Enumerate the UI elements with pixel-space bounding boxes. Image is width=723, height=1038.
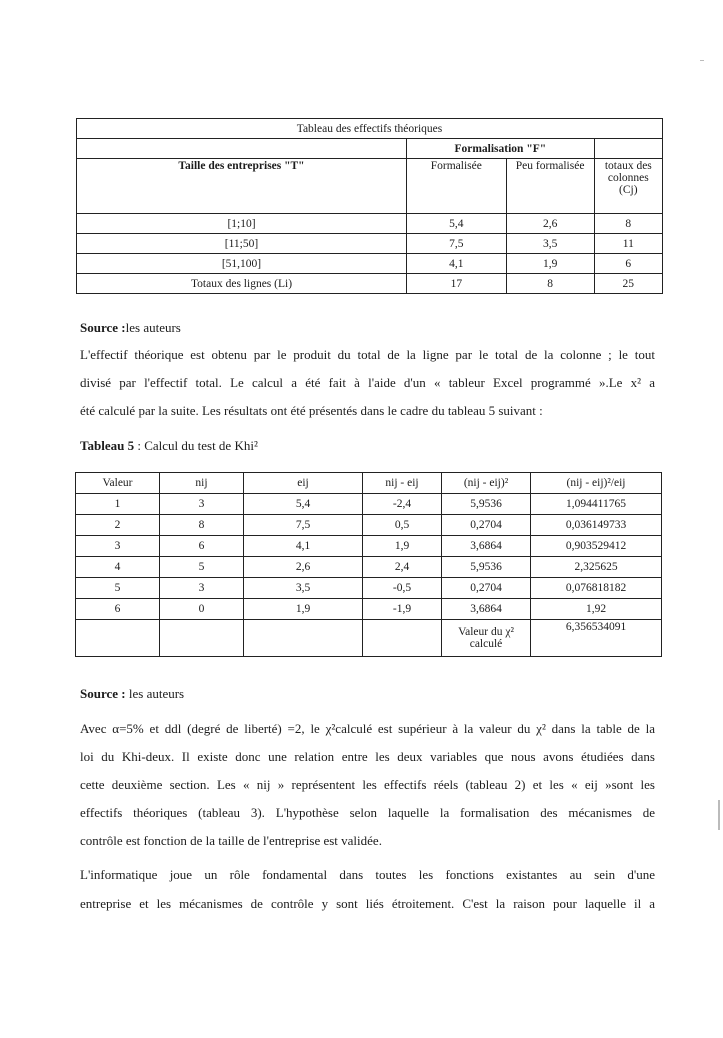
paragraph-3-line-1: L'informatique joue un rôle fondamental dans toutes les fonctions existantes au sein d'une [80, 867, 655, 882]
paragraph-2-line-3: cette deuxième section. Les « nij » représentent les effectifs réels (tableau 2) et les « eij »sont les [80, 777, 655, 792]
table-row: [11;50] 7,5 3,5 11 [77, 234, 663, 254]
table-row: 5 3 3,5 -0,5 0,2704 0,076818182 [76, 578, 662, 599]
paragraph-1-line-2: divisé par l'effectif total. Le calcul a été fait à l'aide d'un « tableur Excel programmé ».Le x² a [80, 375, 655, 390]
scan-speck [700, 60, 704, 61]
table-row-totals: Totaux des lignes (Li) 17 8 25 [77, 274, 663, 294]
table1-title: Tableau des effectifs théoriques [77, 119, 663, 139]
paragraph-2-line-4: effectifs théoriques (tableau 3). L'hypothèse selon laquelle la formalisation des mécanismes de [80, 805, 655, 820]
table-row: [1;10] 5,4 2,6 8 [77, 214, 663, 234]
theoretical-frequencies-table [76, 118, 663, 294]
table-row: 4 5 2,6 2,4 5,9536 2,325625 [76, 557, 662, 578]
paragraph-2-line-2: loi du Khi-deux. Il existe donc une relation entre les deux variables que nous avons étudiées dans [80, 749, 655, 764]
table2-caption: Tableau 5 : Calcul du test de Khi² [80, 438, 258, 453]
paragraph-1-line-3: été calculé par la suite. Les résultats ont été présentés dans le cadre du tableau 5 suivant : [80, 403, 543, 418]
paragraph-1-line-1: L'effectif théorique est obtenu par le produit du total de la ligne par le total de la colonne ; le tout [80, 347, 655, 362]
table-total-row [76, 620, 662, 657]
table-row: [51,100] 4,1 1,9 6 [77, 254, 663, 274]
paragraph-2-line-1: Avec α=5% et ddl (degré de liberté) =2, le χ²calculé est supérieur à la valeur du χ² dans la table de la [80, 721, 655, 736]
source-line-1: Source :les auteurs [80, 320, 181, 335]
chi-square-total-value: 6,356534091 [531, 620, 662, 657]
table1-group-header: Formalisation "F" [406, 139, 594, 159]
table1-col-formalisee: Formalisée [406, 159, 506, 214]
table-row: 6 0 1,9 -1,9 3,6864 1,92 [76, 599, 662, 620]
paragraph-2-line-5: contrôle est fonction de la taille de l'entreprise est validée. [80, 833, 382, 848]
table-row: 1 3 5,4 -2,4 5,9536 1,094411765 [76, 494, 662, 515]
chi-square-total-label: Valeur du χ² calculé [442, 620, 531, 657]
chi-square-calculation-table [75, 472, 662, 657]
scan-edge-mark [718, 800, 720, 830]
paragraph-3-line-2: entreprise et les mécanismes de contrôle y sont liés étroitement. C'est la raison pour laquelle il a [80, 896, 655, 911]
table-row: 3 6 4,1 1,9 3,6864 0,903529412 [76, 536, 662, 557]
table1-row-header: Taille des entreprises "T" [77, 159, 407, 214]
source-line-2: Source : les auteurs [80, 686, 185, 701]
table-row: 2 8 7,5 0,5 0,2704 0,036149733 [76, 515, 662, 536]
table1-col-peu-formalisee: Peu formalisée [506, 159, 594, 214]
table-header-row: Valeur nij eij nij - eij (nij - eij)² (nij - eij)²/eij [76, 473, 662, 494]
table1-col-totaux: totaux des colonnes (Cj) [594, 159, 662, 214]
